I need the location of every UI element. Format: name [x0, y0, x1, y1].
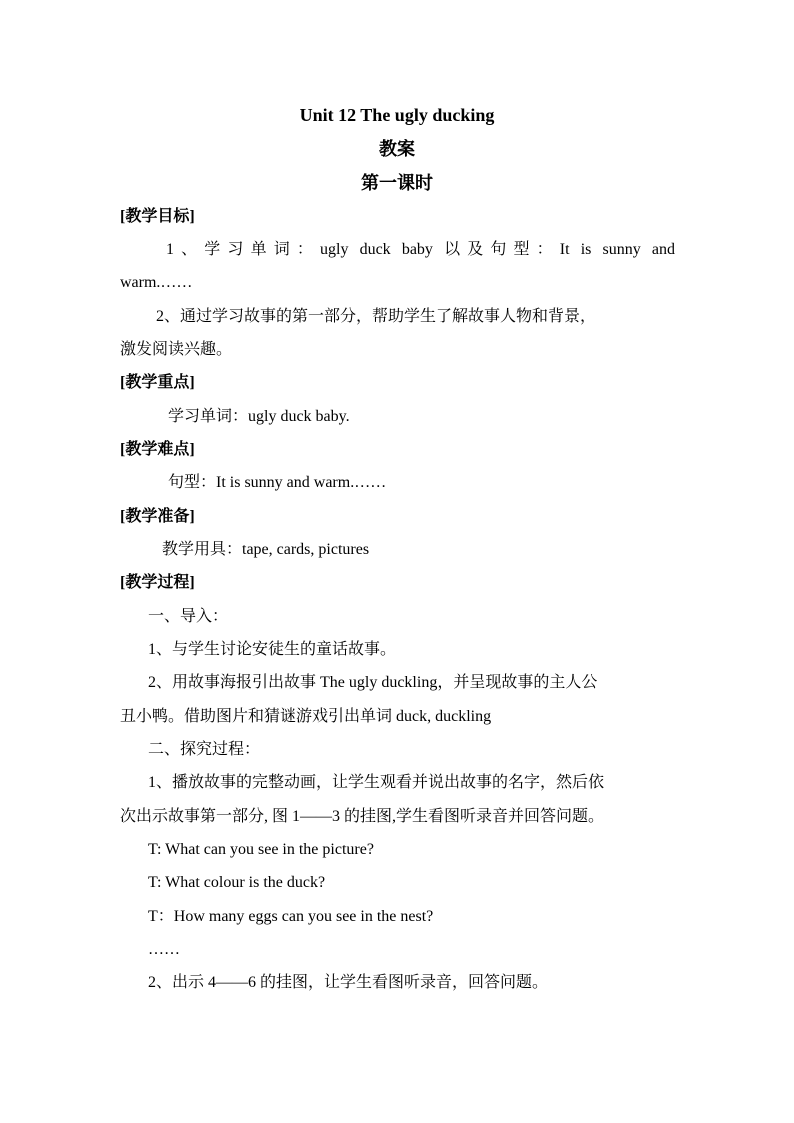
explore-item1-line1: 1、播放故事的完整动画，让学生观看并说出故事的名字，然后依	[148, 774, 605, 791]
goals-item2-line1: 2、通过学习故事的第一部分，帮助学生了解故事人物和背景，	[156, 308, 597, 325]
intro-item2-line1: 2、用故事海报引出故事 The ugly duckling，并呈现故事的主人公	[148, 674, 598, 691]
goals-item1-line1: 1、学习单词：ugly duck baby 以及句型：It is sunny and	[166, 241, 675, 258]
goals-item2-line2: 激发阅读兴趣。	[120, 341, 233, 358]
goals-heading: [教学目标]	[120, 208, 195, 225]
document-subtitle: 教案	[379, 139, 415, 159]
preparation-text: 教学用具：tape, cards, pictures	[162, 541, 370, 558]
explore-item2: 2、出示 4——6 的挂图，让学生看图听录音，回答问题。	[148, 974, 549, 991]
question-1: T: What can you see in the picture?	[148, 841, 374, 858]
lesson-period: 第一课时	[361, 173, 433, 193]
difficulties-heading: [教学难点]	[120, 441, 195, 458]
preparation-heading: [教学准备]	[120, 508, 195, 525]
explore-item1-line2: 次出示故事第一部分, 图 1——3 的挂图,学生看图听录音并回答问题。	[120, 808, 605, 825]
intro-heading: 一、导入：	[148, 608, 229, 625]
ellipsis: ……	[148, 941, 180, 958]
key-points-heading: [教学重点]	[120, 374, 195, 391]
question-3: T：How many eggs can you see in the nest?	[148, 908, 434, 925]
intro-item2-line2: 丑小鸭。借助图片和猜谜游戏引出单词 duck, duckling	[120, 708, 492, 725]
intro-item1: 1、与学生讨论安徒生的童话故事。	[148, 641, 397, 658]
document-title: Unit 12 The ugly ducking	[299, 105, 495, 125]
difficulties-text: 句型：It is sunny and warm.……	[168, 474, 387, 491]
process-heading: [教学过程]	[120, 574, 195, 591]
question-2: T: What colour is the duck?	[148, 874, 326, 891]
explore-heading: 二、探究过程：	[148, 741, 261, 758]
goals-item1-line2: warm.……	[120, 274, 193, 291]
key-points-text: 学习单词：ugly duck baby.	[168, 408, 350, 425]
